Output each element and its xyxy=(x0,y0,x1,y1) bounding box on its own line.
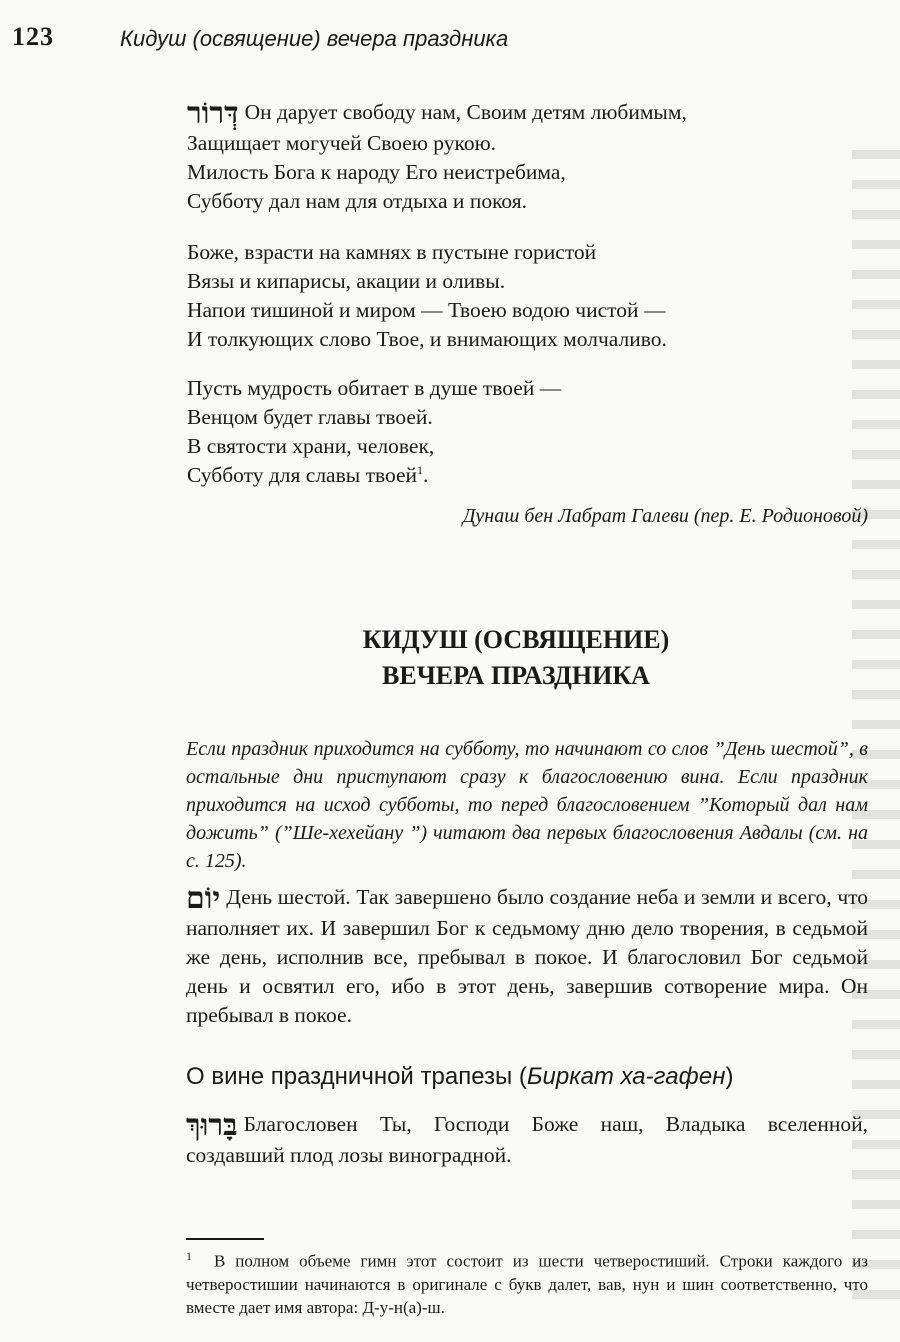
footnote-text: В полном объеме гимн этот состоит из шести четверостиший. Строки каждого из четверостишии начинаются в оригинале с букв далет, вав, нун и шин соответственно, что вместе дает имя автора: Д-у-н(а)-ш. xyxy=(186,1251,868,1317)
stanza-line: Боже, взрасти на камнях в пустыне гористой xyxy=(187,240,597,264)
stanza-line: Субботу для славы твоей$^1$. xyxy=(187,462,429,487)
page-number: 123 xyxy=(12,22,54,51)
stanza-line: В святости храни, человек, xyxy=(187,434,435,458)
section-heading-line-1: КИДУШ (ОСВЯЩЕНИЕ) xyxy=(362,625,670,654)
subheading-italic: Биркат ха-гафен xyxy=(526,1063,726,1090)
subheading-text: О вине праздничной трапезы ( xyxy=(186,1063,527,1090)
hymn-stanza-2 xyxy=(187,238,667,354)
stanza-line: Милость Бога к народу Его неистребима, xyxy=(187,160,566,184)
footnote-marker: 1 xyxy=(186,1249,192,1263)
stanza-line: Защищает могучей Своею рукою. xyxy=(187,131,497,155)
footnote-reference[interactable]: 1 xyxy=(417,462,424,477)
footnote xyxy=(186,1245,868,1319)
hymn-attribution: Дунаш бен Лабрат Галеви (пер. Е. Родионовой) xyxy=(462,505,868,527)
yom-paragraph xyxy=(186,883,868,1030)
running-title: Кидуш (освящение) вечера праздника xyxy=(120,26,509,51)
blessing-subheading xyxy=(186,1063,733,1091)
hebrew-initial-baruch: בָּרוּךְ xyxy=(186,1108,238,1143)
hebrew-initial-dror: דְּרוֹר xyxy=(187,96,239,131)
stanza-line-text: Субботу для славы твоей xyxy=(187,463,418,487)
hymn-stanza-1 xyxy=(187,98,687,216)
baruch-paragraph xyxy=(186,1110,868,1170)
hebrew-initial-yom: יוֹם xyxy=(186,881,221,916)
liturgical-instruction xyxy=(186,735,868,875)
stanza-line: И толкующих слово Твое, и внимающих молчаливо. xyxy=(187,327,667,351)
stanza-line: Венцом будет главы твоей. xyxy=(187,405,433,429)
stanza-line: Напои тишиной и миром — Твоею водою чистой — xyxy=(187,298,666,322)
instruction-text: Если праздник приходится на субботу, то начинают со слов ”День шестой”, в остальные дни приступают сразу к благословению вина. Если праздник приходится на исход субботы, то перед благословением ”Который дал нам дожить” (”Ше-хехейану ”) читают два первых благословения Авдалы (см. на с. 125). xyxy=(186,738,868,872)
stanza-line-text: Он дарует свободу нам, Своим детям любимым, xyxy=(244,100,687,124)
stanza-line: Пусть мудрость обитает в душе твоей — xyxy=(187,376,562,400)
yom-text: День шестой. Так завершено было создание неба и земли и всего, что наполняет их. И завершил Бог к седьмому дню дело творения, в седьмой же день, исполнив все, пребывал в покое. И благословил Бог седьмой день и освятил его, ибо в этот день, завершив сотворение мира. Он пребывал в покое. xyxy=(186,885,868,1027)
section-heading xyxy=(0,622,900,694)
stanza-line: Субботу дал нам для отдыха и покоя. xyxy=(187,189,528,213)
section-heading-line-2: ВЕЧЕРА ПРАЗДНИКА xyxy=(382,661,650,690)
footnote-divider xyxy=(186,1238,264,1240)
hymn-stanza-3 xyxy=(187,374,561,490)
subheading-close: ) xyxy=(725,1063,734,1090)
baruch-text: Благословен Ты, Господи Боже наш, Владыка вселенной, создавший плод лозы виноградной. xyxy=(186,1112,868,1167)
stanza-line xyxy=(187,98,687,129)
stanza-line: Вязы и кипарисы, акации и оливы. xyxy=(187,269,506,293)
